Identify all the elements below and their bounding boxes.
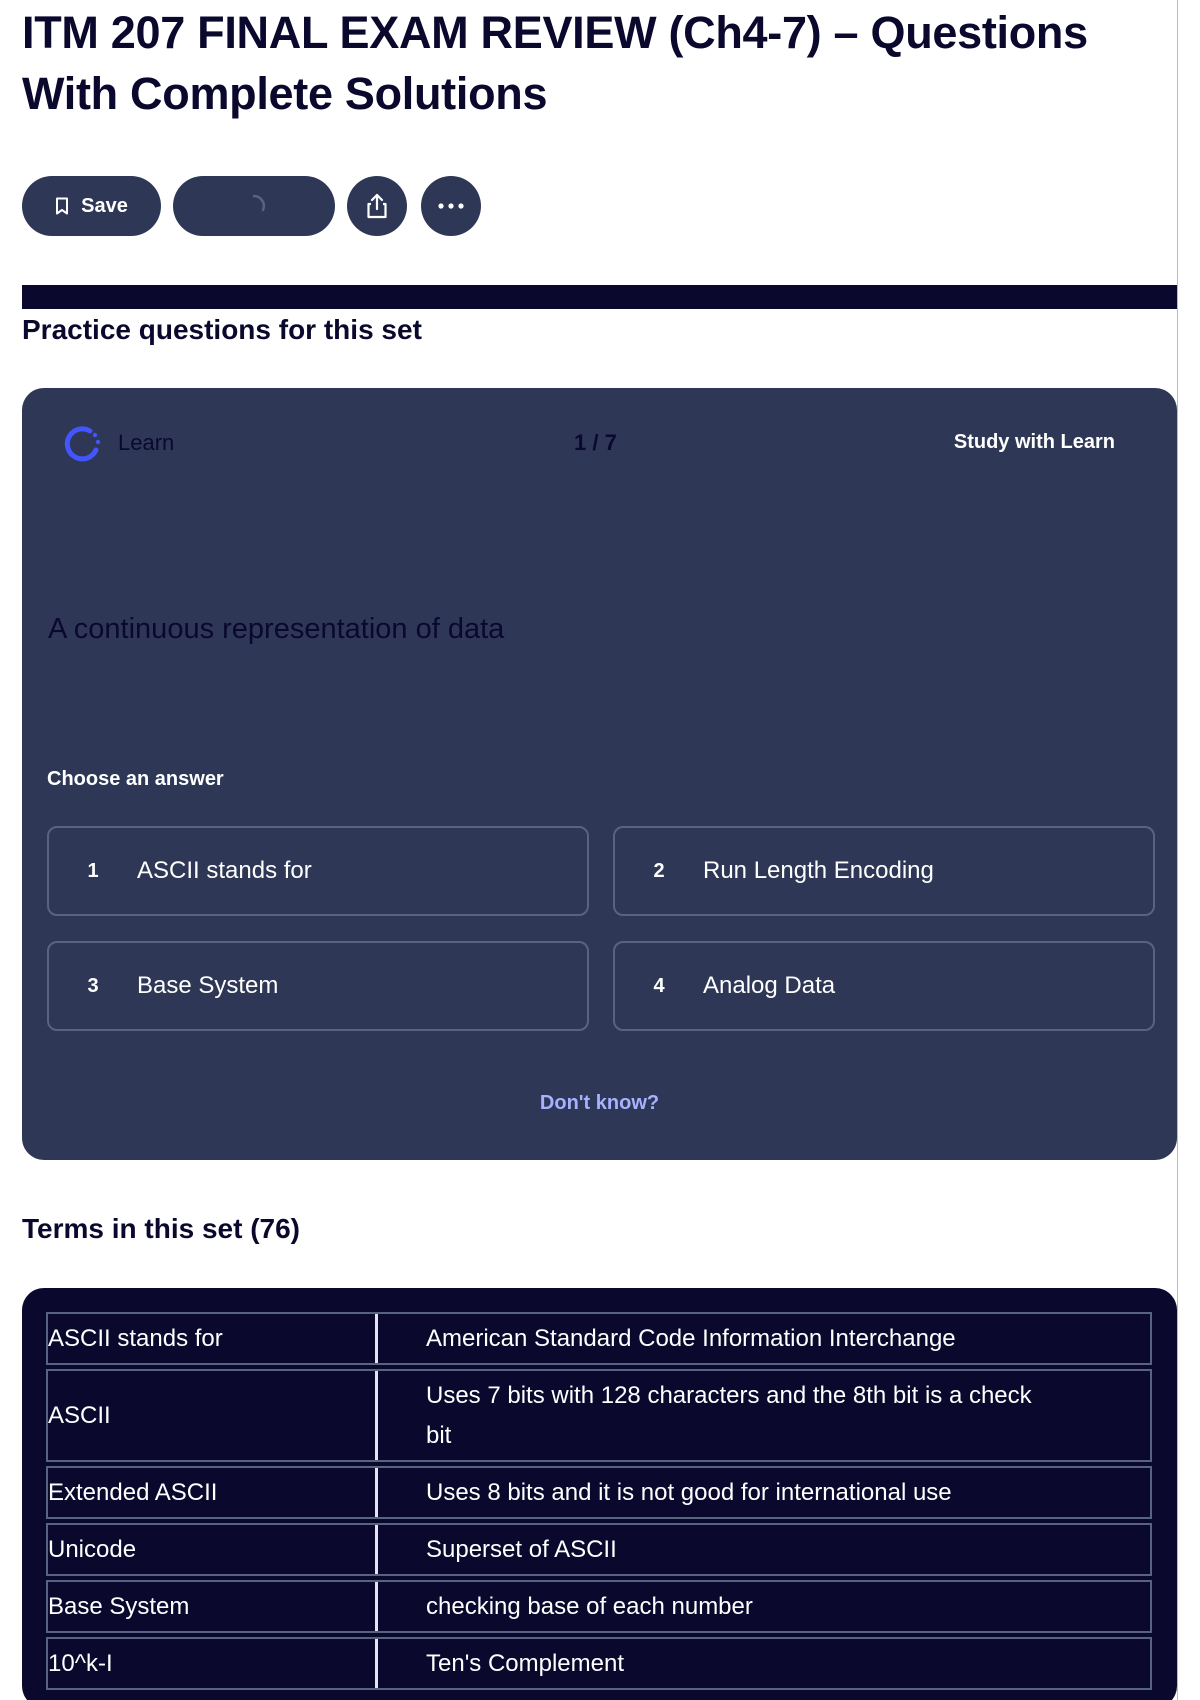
dont-know-button[interactable]: Don't know? [539, 1092, 660, 1114]
terms-heading: Terms in this set (76) [22, 1213, 301, 1244]
answer-option-3[interactable] [47, 941, 589, 1031]
page-title: ITM 207 FINAL EXAM REVIEW (Ch4-7) – Questions With Complete Solutions [22, 7, 1088, 119]
definition-cell: Superset of ASCII [426, 1535, 617, 1563]
set-actions-toolbar [22, 176, 481, 236]
more-options-button[interactable] [421, 176, 481, 236]
answer-text: Analog Data [703, 972, 836, 999]
share-button[interactable] [347, 176, 407, 236]
term-row [46, 1637, 1152, 1690]
definition-cell: Ten's Complement [426, 1649, 624, 1677]
answer-option-4[interactable] [613, 941, 1155, 1031]
definition-cell: checking base of each number [426, 1592, 753, 1620]
term-cell: 10^k-I [48, 1639, 378, 1688]
learn-mode-label: Learn [118, 430, 175, 455]
learn-logo-icon [60, 422, 104, 466]
answer-text: Run Length Encoding [703, 857, 934, 884]
answer-text: ASCII stands for [137, 857, 312, 884]
loading-spinner-icon [241, 193, 267, 219]
definition-cell: Uses 7 bits with 128 characters and the 8th bit is a check bit [426, 1381, 1032, 1449]
answer-option-2[interactable] [613, 826, 1155, 916]
study-with-learn-link[interactable]: Study with Learn [953, 431, 1115, 453]
choose-answer-prompt: Choose an answer [47, 768, 224, 790]
term-cell: Base System [48, 1582, 378, 1631]
term-cell: Unicode [48, 1525, 378, 1574]
share-icon [364, 192, 390, 220]
term-row [46, 1523, 1152, 1576]
terms-panel [22, 1288, 1177, 1700]
answer-number: 4 [653, 974, 665, 997]
practice-heading: Practice questions for this set [22, 314, 422, 345]
term-row [46, 1369, 1152, 1462]
answer-text: Base System [137, 972, 279, 999]
term-cell: ASCII stands for [48, 1314, 378, 1363]
term-row [46, 1312, 1152, 1365]
save-label: Save [81, 194, 128, 217]
definition-cell: Uses 8 bits and it is not good for international use [426, 1478, 952, 1506]
bookmark-icon [55, 197, 69, 215]
learn-card [22, 388, 1177, 1160]
divider-bar [22, 285, 1177, 309]
answer-number: 1 [87, 859, 99, 882]
term-cell: ASCII [48, 1371, 378, 1460]
answer-number: 2 [653, 859, 665, 882]
answer-option-1[interactable] [47, 826, 589, 916]
term-row [46, 1466, 1152, 1519]
question-counter: 1 / 7 [574, 430, 617, 455]
term-cell: Extended ASCII [48, 1468, 378, 1517]
save-button[interactable] [22, 176, 161, 236]
page-edge-rule [1177, 0, 1178, 1700]
term-row [46, 1580, 1152, 1633]
terms-list [46, 1312, 1152, 1694]
definition-cell: American Standard Code Information Interchange [426, 1324, 956, 1352]
loading-button[interactable] [173, 176, 335, 236]
more-icon [437, 202, 465, 210]
question-text: A continuous representation of data [48, 613, 505, 645]
answer-number: 3 [87, 974, 99, 997]
